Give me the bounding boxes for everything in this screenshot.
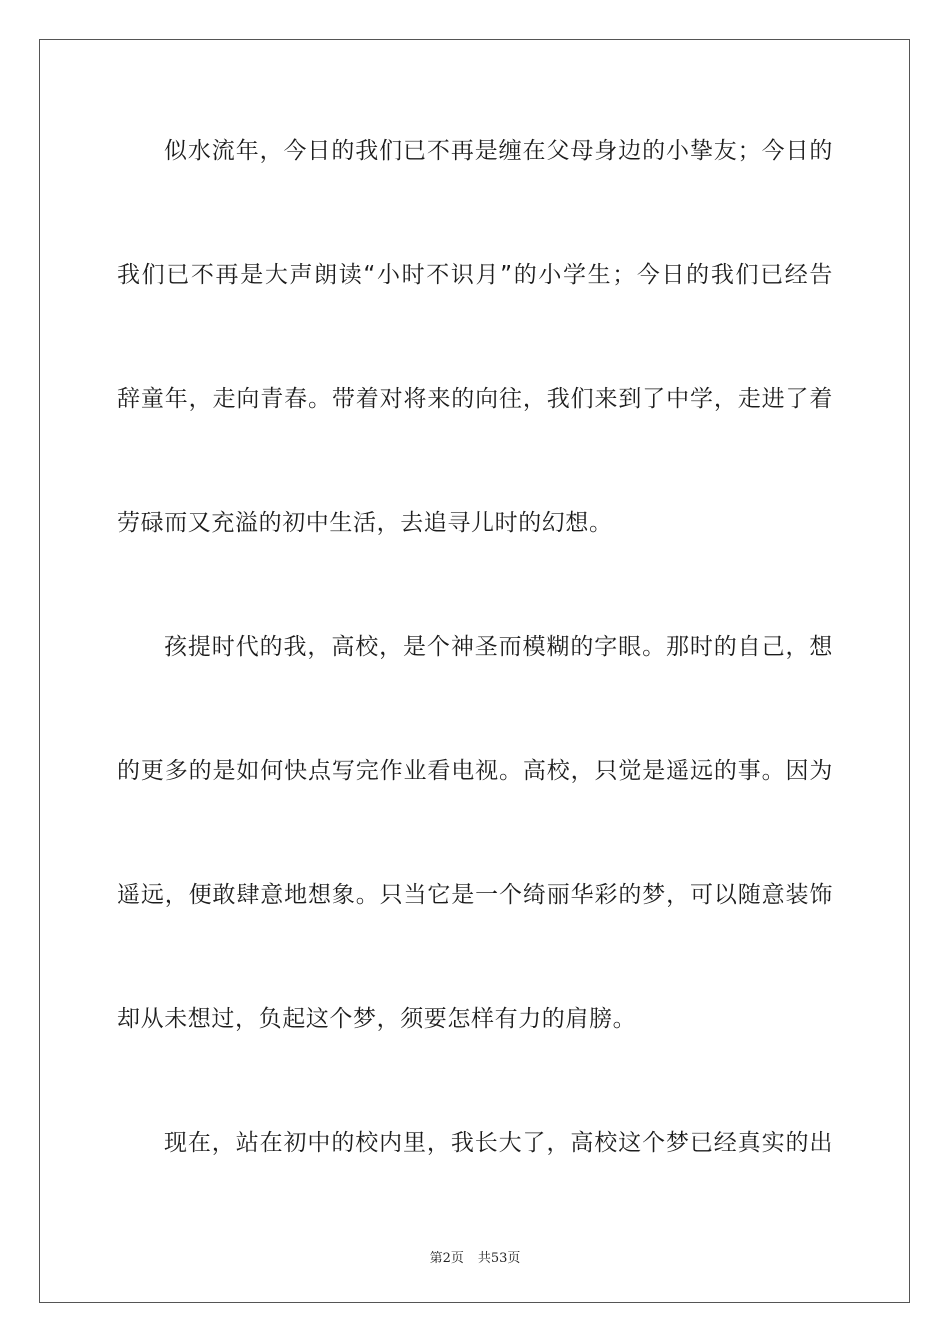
paragraph-2-line-4: 却从未想过，负起这个梦，须要怎样有力的肩膀。	[117, 1006, 637, 1032]
paragraph-2-line-2: 的更多的是如何快点写完作业看电视。高校，只觉是遥远的事。因为	[117, 758, 833, 784]
page-number: 第2页	[429, 1251, 464, 1266]
paragraph-1-line-3: 辞童年，走向青春。带着对将来的向往，我们来到了中学，走进了着	[117, 386, 833, 412]
paragraph-1-line-4: 劳碌而又充溢的初中生活，去追寻儿时的幻想。	[117, 510, 613, 536]
page-footer	[0, 1247, 950, 1266]
paragraph-2-line-1: 孩提时代的我，高校，是个神圣而模糊的字眼。那时的自己，想	[164, 634, 833, 660]
page-border	[39, 39, 910, 1303]
page-total: 共53页	[477, 1251, 521, 1266]
paragraph-2-line-3: 遥远，便敢肆意地想象。只当它是一个绮丽华彩的梦，可以随意装饰	[117, 882, 833, 908]
paragraph-1-line-1: 似水流年，今日的我们已不再是缠在父母身边的小挚友；今日的	[164, 138, 833, 164]
paragraph-3-line-1: 现在，站在初中的校内里，我长大了，高校这个梦已经真实的出	[164, 1130, 833, 1156]
paragraph-1-line-2: 我们已不再是大声朗读“小时不识月”的小学生；今日的我们已经告	[117, 262, 833, 288]
